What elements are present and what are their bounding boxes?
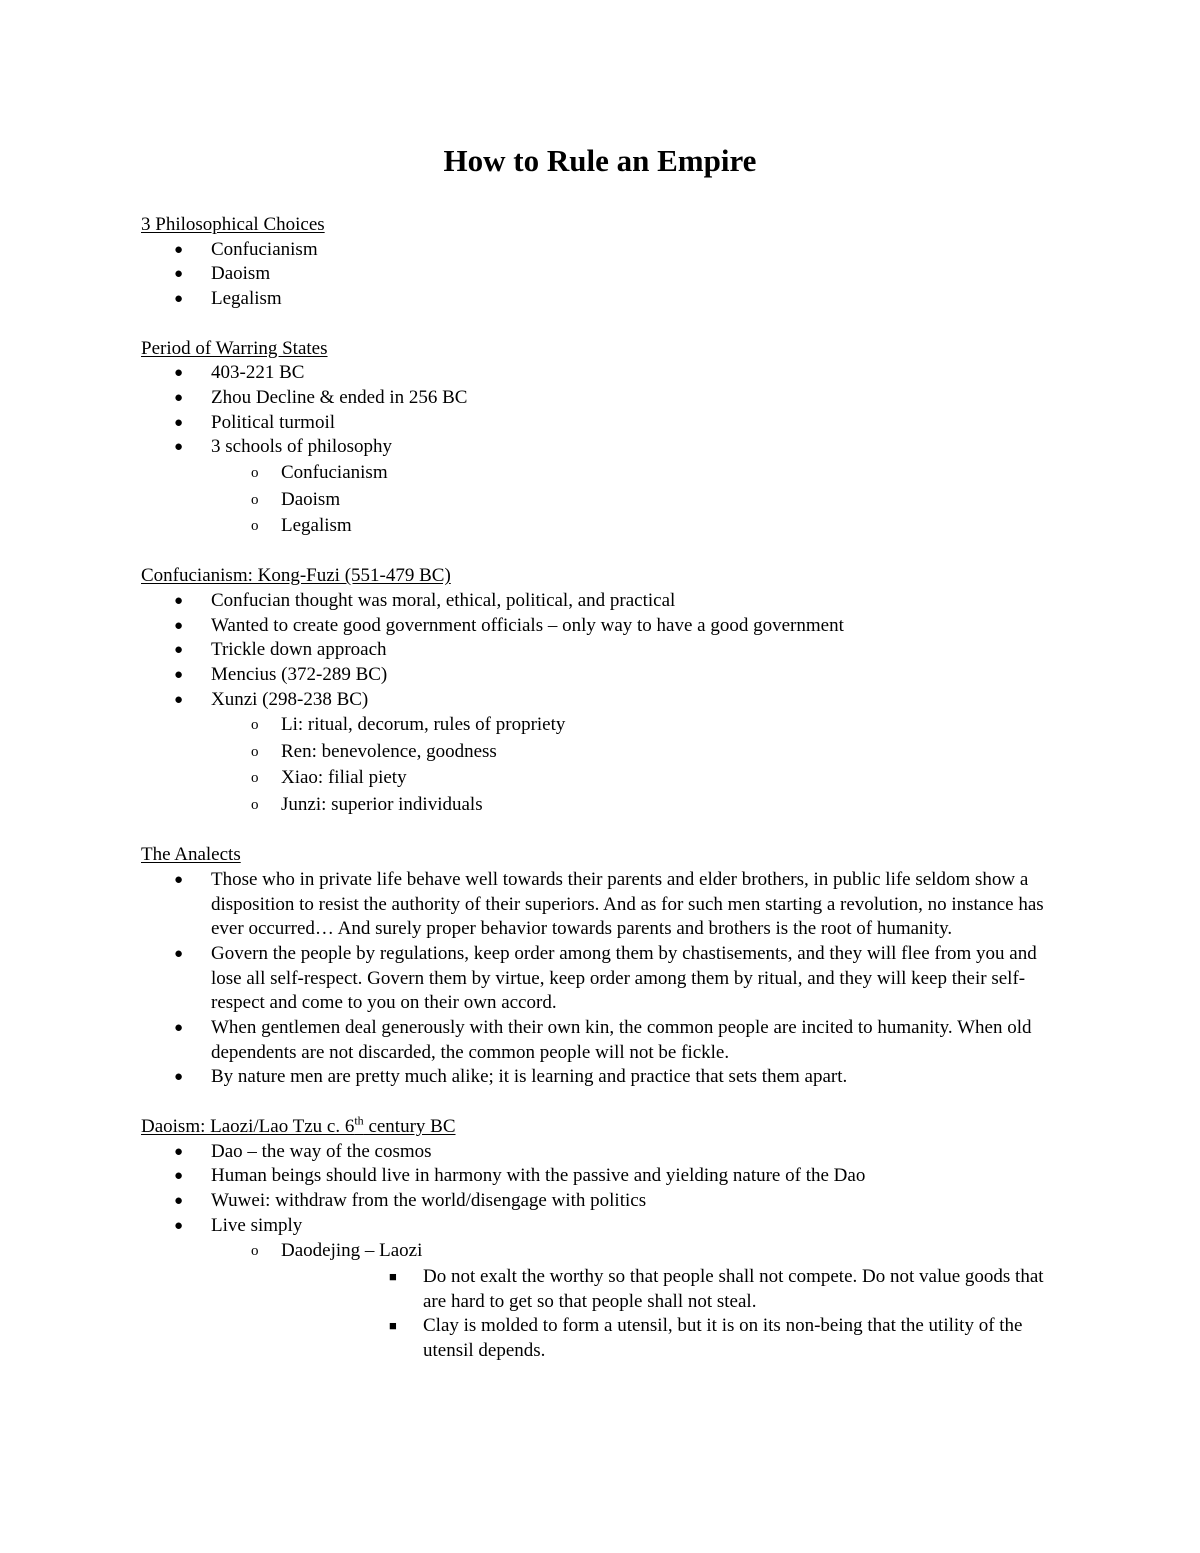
bullet-icon: ●: [174, 617, 184, 634]
sub-list-item: o Junzi: superior individuals: [211, 792, 1071, 819]
bullet-icon: ●: [174, 1143, 184, 1160]
list-item: ● Trickle down approach: [141, 638, 1071, 663]
bullet-icon: ●: [174, 1192, 184, 1209]
sub-list-item: o Ren: benevolence, goodness: [211, 739, 1071, 766]
sub-bullet-list: [211, 1238, 1071, 1363]
list-item: ● Daoism: [141, 262, 1071, 287]
bullet-list: [141, 868, 1071, 1090]
sub-list-item: o Confucianism: [211, 460, 1071, 487]
sub-list-item: o Li: ritual, decorum, rules of propriety: [211, 712, 1071, 739]
list-item: ● Those who in private life behave well towards their parents and elder brothers, in public life seldom show a disposition to resist the authority of their superiors. And as for such men starting a revolution, no instance has ever occurred… And surely proper behavior towards parents and brothers is the root of humanity.: [174, 868, 1044, 940]
list-item: ● Political turmoil: [141, 411, 1071, 436]
section-confucianism: [141, 564, 1071, 818]
sub-list-item: o Xiao: filial piety: [211, 765, 1071, 792]
sub-bullet-list: [211, 460, 1071, 540]
circle-bullet-icon: o: [251, 465, 259, 482]
list-item: ● Govern the people by regulations, keep order among them by chastisements, and they will flee from you and lose all self-respect. Govern them by virtue, keep order among them by ritual, and they will keep their self-respect and come to you on their own accord.: [174, 942, 1037, 1014]
sub-bullet-list: [211, 712, 1071, 818]
square-bullet-icon: ■: [389, 1318, 397, 1334]
section-analects: [141, 843, 1071, 1090]
bullet-icon: ●: [174, 365, 184, 382]
bullet-icon: ●: [174, 592, 184, 609]
square-bullet-icon: ■: [389, 1268, 397, 1284]
page-title: How to Rule an Empire: [443, 143, 757, 178]
list-item: ● Legalism: [141, 287, 1071, 312]
list-item: ● 3 schools of philosophy o Confucianism o Daoism o Legalism: [141, 435, 1071, 539]
list-item: ● Dao – the way of the cosmos: [141, 1140, 1071, 1165]
sub-list-item: o Daoism: [211, 487, 1071, 514]
section-heading: The Analects: [141, 844, 241, 866]
list-item: ● Human beings should live in harmony with the passive and yielding nature of the Dao: [141, 1164, 1071, 1189]
circle-bullet-icon: o: [251, 770, 259, 787]
list-item: ● By nature men are pretty much alike; it is learning and practice that sets them apart.: [141, 1065, 1071, 1090]
bullet-list: [141, 361, 1071, 539]
section-warring-states: [141, 337, 1071, 540]
bullet-icon: ●: [174, 871, 184, 888]
section-heading: Period of Warring States: [141, 337, 328, 359]
list-item: ● Confucianism: [141, 238, 1071, 263]
bullet-icon: ●: [174, 414, 184, 431]
sub-sub-bullet-list: [281, 1265, 1071, 1364]
document-body: [141, 213, 1071, 1388]
bullet-icon: ●: [174, 266, 184, 283]
circle-bullet-icon: o: [251, 491, 259, 508]
bullet-icon: ●: [174, 642, 184, 659]
bullet-icon: ●: [174, 945, 184, 962]
list-item: ● Zhou Decline & ended in 256 BC: [141, 386, 1071, 411]
bullet-list: [141, 1140, 1071, 1364]
section-philosophical-choices: [141, 213, 1071, 312]
bullet-icon: ●: [174, 389, 184, 406]
circle-bullet-icon: o: [251, 717, 259, 734]
bullet-icon: ●: [174, 1069, 184, 1086]
sub-sub-list-item: ■ Clay is molded to form a utensil, but it is on its non-being that the utility of the utensil depends.: [389, 1315, 1023, 1361]
circle-bullet-icon: o: [251, 518, 259, 535]
list-item: ● When gentlemen deal generously with their own kin, the common people are incited to humanity. When old dependents are not discarded, the common people will not be fickle.: [174, 1017, 1032, 1063]
sub-list-item: o Legalism: [211, 513, 1071, 540]
list-item: ● Confucian thought was moral, ethical, political, and practical: [141, 589, 1071, 614]
bullet-list: [141, 238, 1071, 312]
section-daoism: [141, 1115, 1071, 1364]
section-heading: Daoism: Laozi/Lao Tzu c. 6th century BC: [141, 1113, 456, 1137]
bullet-icon: ●: [174, 691, 184, 708]
bullet-icon: ●: [174, 439, 184, 456]
list-item: ● Wanted to create good government officials – only way to have a good government: [141, 614, 1071, 639]
sub-sub-list-item: ■ Do not exalt the worthy so that people shall not compete. Do not value goods that are hard to get so that people shall not steal.: [389, 1265, 1044, 1312]
list-item: ● Mencius (372-289 BC): [141, 663, 1071, 688]
circle-bullet-icon: o: [251, 743, 259, 760]
list-item: ● Wuwei: withdraw from the world/disengage with politics: [141, 1189, 1071, 1214]
bullet-icon: ●: [174, 1217, 184, 1234]
section-heading: Confucianism: Kong-Fuzi (551-479 BC): [141, 565, 451, 587]
bullet-icon: ●: [174, 291, 184, 308]
bullet-list: [141, 589, 1071, 819]
list-item: ● Xunzi (298-238 BC) o Li: ritual, decorum, rules of propriety o Ren: benevolence, goodness o Xiao: filial piety o Junzi: superior individuals: [141, 688, 1071, 819]
bullet-icon: ●: [174, 1168, 184, 1185]
list-item: ● Live simply o Daodejing – Laozi ■ Do not exalt the worthy so that people shall not compete. Do not value goods that are hard to get so that people shall not steal. ■ Clay is molded to form a utensil, but it is on its non-being that the utility of the utensil depends.: [141, 1214, 1071, 1364]
list-item: ● 403-221 BC: [141, 361, 1071, 386]
bullet-icon: ●: [174, 1020, 184, 1037]
circle-bullet-icon: o: [251, 796, 259, 813]
section-heading: 3 Philosophical Choices: [141, 214, 325, 235]
sub-list-item: o Daodejing – Laozi ■ Do not exalt the worthy so that people shall not compete. Do not value goods that are hard to get so that people shall not steal. ■ Clay is molded to form a utensil, but it is on its non-being that the utility of the utensil depends.: [211, 1238, 1071, 1363]
bullet-icon: ●: [174, 241, 184, 258]
circle-bullet-icon: o: [251, 1243, 259, 1260]
bullet-icon: ●: [174, 667, 184, 684]
